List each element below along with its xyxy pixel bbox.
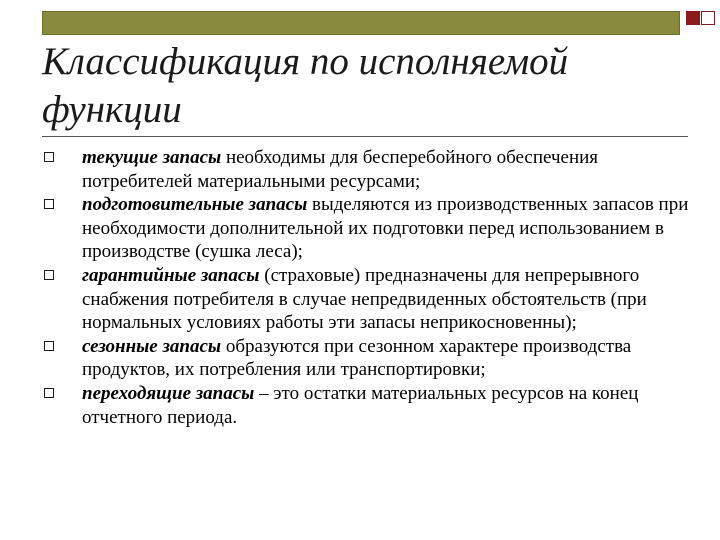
- bullet-text: необходимы для бесперебойного обеспечения потребителей материальными ресурсами;: [82, 147, 599, 192]
- bullet-item-carryover-stock: [42, 382, 692, 429]
- square-bullet-icon: [44, 152, 54, 162]
- decorative-square-outline: [701, 11, 715, 25]
- slide-title: Классификация по исполняемой функции: [42, 40, 569, 131]
- bullet-item-seasonal-stock: [42, 335, 692, 382]
- bullet-term: сезонные запасы: [82, 335, 222, 357]
- square-bullet-icon: [44, 388, 54, 398]
- bullet-item-current-stock: [42, 146, 692, 193]
- square-bullet-icon: [44, 199, 54, 209]
- square-bullet-icon: [44, 341, 54, 351]
- title-divider: [42, 136, 688, 137]
- bullet-list: [42, 146, 692, 429]
- bullet-term: текущие запасы: [82, 147, 222, 168]
- bullet-item-safety-stock: [42, 264, 692, 335]
- bullet-term: гарантийные запасы: [82, 264, 260, 286]
- square-bullet-icon: [44, 270, 54, 280]
- decorative-top-bar: [42, 11, 680, 35]
- decorative-square-filled: [686, 11, 700, 25]
- bullet-text: – это остатки материальных ресурсов на конец отчетного периода.: [82, 382, 639, 428]
- bullet-item-preparatory-stock: [42, 193, 692, 264]
- bullet-term: переходящие запасы: [82, 382, 255, 404]
- bullet-text: образуются при сезонном характере производства продуктов, их потребления или транспортировки;: [82, 335, 632, 381]
- bullet-text: (страховые) предназначены для непрерывного снабжения потребителя в случае непредвиденных обстоятельств (при нормальных условиях работы эти запасы неприкосновенны);: [82, 264, 647, 334]
- bullet-term: подготовительные запасы: [82, 194, 308, 216]
- bullet-text: выделяются из производственных запасов при необходимости дополнительной их подготовки перед использованием в производстве (сушка леса);: [82, 194, 689, 263]
